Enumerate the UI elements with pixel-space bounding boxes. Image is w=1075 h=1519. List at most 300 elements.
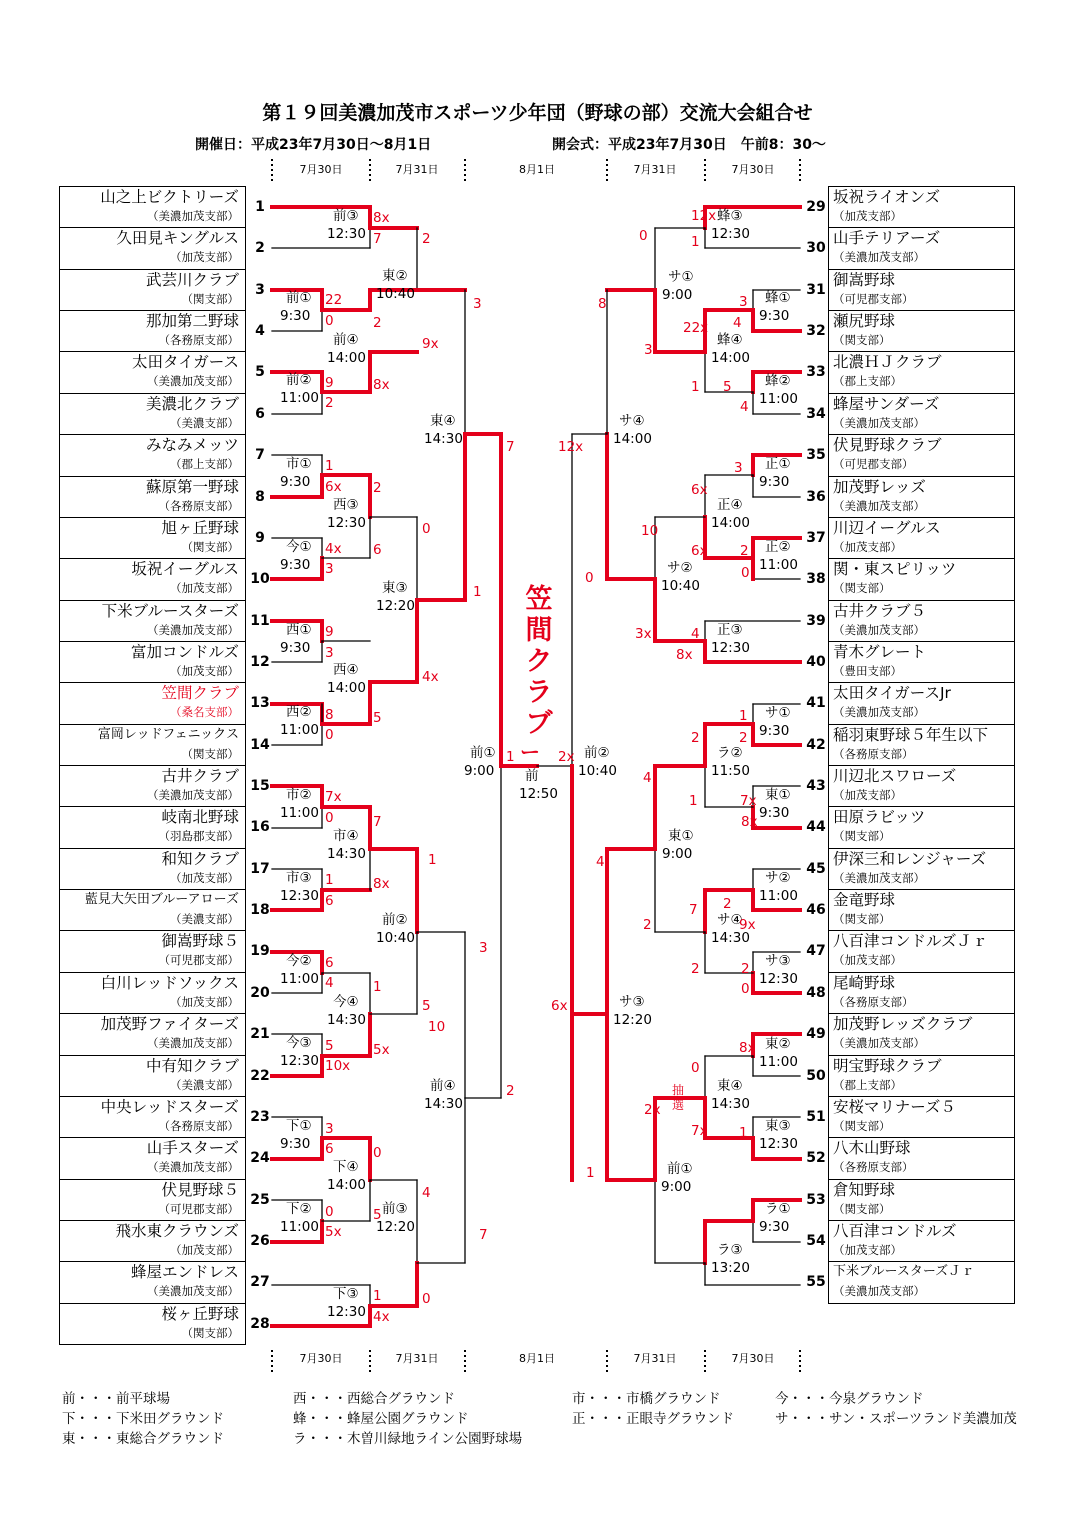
team-area: （美濃支部） xyxy=(170,1077,239,1092)
date-header: 8月1日 xyxy=(519,163,555,176)
team-area: （羽島郡支部） xyxy=(158,829,239,844)
team-number: 49 xyxy=(806,1026,826,1043)
team-box xyxy=(59,600,246,642)
team-number: 21 xyxy=(250,1026,270,1043)
game-time: 14:00 xyxy=(327,350,366,366)
score: 8x xyxy=(373,377,390,393)
team-box xyxy=(59,889,246,931)
score: 0 xyxy=(741,565,750,581)
score: 12x xyxy=(691,208,717,224)
team-area: （美濃加茂支部） xyxy=(833,622,925,637)
game-time: 12:30 xyxy=(759,1136,798,1152)
team-area: （美濃支部） xyxy=(170,415,239,430)
team-name: 久田見キングルス xyxy=(116,229,239,248)
team-area: （加茂支部） xyxy=(833,209,902,223)
game-venue: サ① xyxy=(668,269,694,285)
team-number: 3 xyxy=(255,281,265,298)
score: 6x xyxy=(551,998,568,1014)
team-area: （美濃加茂支部） xyxy=(833,498,925,513)
team-area: （加茂支部） xyxy=(170,250,239,265)
date-header: 7月30日 xyxy=(299,1352,343,1365)
score: 8x xyxy=(676,647,693,663)
game-time: 14:30 xyxy=(711,1096,750,1112)
game-time: 11:00 xyxy=(759,557,798,573)
team-name: 御嵩野球 xyxy=(833,270,896,289)
team-area: （美濃加茂支部） xyxy=(833,1284,925,1299)
game-venue: 下④ xyxy=(333,1159,359,1175)
score: 10 xyxy=(641,523,659,539)
date-header: 7月30日 xyxy=(731,1352,775,1365)
game-venue: 東② xyxy=(382,268,408,284)
legend-item: 下・・・下米田グラウンド xyxy=(62,1411,224,1427)
legend-item: 蜂・・・蜂屋公園グラウンド xyxy=(293,1411,469,1427)
score: 7 xyxy=(373,231,382,247)
team-box xyxy=(828,269,1015,311)
game-venue: 東④ xyxy=(717,1078,743,1094)
team-number: 28 xyxy=(250,1315,270,1332)
team-number: 17 xyxy=(250,860,270,877)
game-venue: サ③ xyxy=(619,994,645,1010)
team-number: 55 xyxy=(806,1274,826,1291)
score: 1 xyxy=(373,979,382,995)
score: 4x xyxy=(422,669,439,685)
team-number: 16 xyxy=(250,819,270,836)
score: 10 xyxy=(428,1019,446,1035)
score: 2x xyxy=(644,1102,661,1118)
champion-name: 笠 間 ク ラ ブ xyxy=(525,584,553,739)
team-box xyxy=(59,269,246,311)
score: 5x xyxy=(325,1224,342,1240)
team-area: （郡上支部） xyxy=(170,457,239,472)
score: 1 xyxy=(325,872,334,888)
game-time: 12:30 xyxy=(280,888,319,904)
team-box xyxy=(59,1013,246,1055)
team-area: （美濃加茂支部） xyxy=(833,415,925,430)
team-name: 中有知クラブ xyxy=(145,1056,239,1075)
game-venue: 下② xyxy=(286,1201,312,1217)
lottery-mark: 抽選 xyxy=(672,1083,685,1112)
legend-item: サ・・・サン・スポーツランド美濃加茂 xyxy=(775,1411,1017,1427)
team-name: 武芸川クラブ xyxy=(145,270,239,289)
team-name: 下米ブルースターズ xyxy=(101,601,239,620)
score: 1 xyxy=(691,379,700,395)
team-name: 安桜マリナーズ５ xyxy=(833,1097,956,1116)
score: 0 xyxy=(325,727,334,743)
score: 7x xyxy=(325,789,342,805)
team-name: 加茂野レッズクラブ xyxy=(833,1015,973,1034)
team-area: （加茂支部） xyxy=(170,581,239,596)
team-number: 30 xyxy=(806,240,826,257)
team-box xyxy=(59,476,246,518)
game-venue: 西② xyxy=(286,704,312,720)
team-box xyxy=(828,930,1015,972)
team-number: 33 xyxy=(806,364,826,381)
team-area: （各務原支部） xyxy=(833,1160,914,1175)
team-box xyxy=(828,806,1015,848)
team-box xyxy=(828,227,1015,269)
team-area: （関支部） xyxy=(833,912,891,927)
team-number: 51 xyxy=(806,1108,826,1125)
team-area: （加茂支部） xyxy=(170,663,239,678)
team-box xyxy=(828,724,1015,766)
score: 4 xyxy=(325,975,334,991)
score: 9x xyxy=(739,917,756,933)
team-box xyxy=(59,930,246,972)
team-name: 笠間クラブ xyxy=(161,684,239,703)
game-time: 9:00 xyxy=(464,763,495,779)
team-name: 伊深三和レンジャーズ xyxy=(833,849,987,868)
game-venue: 前② xyxy=(286,372,312,388)
team-area: （美濃加茂支部） xyxy=(147,788,239,803)
game-venue: サ② xyxy=(765,870,791,886)
game-time: 14:30 xyxy=(327,1012,366,1028)
team-box xyxy=(828,393,1015,435)
team-area: （関支部） xyxy=(181,746,239,761)
score: 3 xyxy=(325,645,334,661)
team-area: （加茂支部） xyxy=(833,788,902,803)
game-venue: 正② xyxy=(765,539,791,555)
team-number: 43 xyxy=(806,778,826,795)
team-box xyxy=(59,972,246,1014)
team-number: 36 xyxy=(806,488,826,505)
score: 2 xyxy=(741,961,750,977)
team-number: 50 xyxy=(806,1067,826,1084)
score: 1 xyxy=(473,584,482,600)
game-time: 11:00 xyxy=(759,391,798,407)
score: 6x xyxy=(325,479,342,495)
team-name: 蘇原第一野球 xyxy=(145,477,239,496)
team-name: 旭ヶ丘野球 xyxy=(161,518,239,537)
team-box xyxy=(59,641,246,683)
game-venue: 東③ xyxy=(765,1118,791,1134)
score: 12x xyxy=(558,439,584,455)
game-time: 9:00 xyxy=(661,1179,692,1195)
game-time: 11:50 xyxy=(711,763,750,779)
team-box xyxy=(59,1303,246,1345)
game-time: 11:00 xyxy=(280,1219,319,1235)
team-name: 山之上ビクトリーズ xyxy=(100,188,239,206)
legend-item: 東・・・東総合グラウンド xyxy=(62,1431,224,1447)
team-box xyxy=(59,434,246,476)
team-number: 11 xyxy=(250,612,270,629)
score: 2 xyxy=(691,730,700,746)
team-box xyxy=(828,186,1015,228)
team-area: （可児郡支部） xyxy=(158,1201,239,1216)
date-header: 7月31日 xyxy=(633,1352,677,1365)
game-venue: 今③ xyxy=(286,1035,312,1051)
team-number: 22 xyxy=(250,1067,270,1084)
score: 5 xyxy=(325,1038,334,1054)
game-time: 14:00 xyxy=(711,515,750,531)
team-name: 倉知野球 xyxy=(833,1180,896,1199)
team-name: 北濃ＨＪクラブ xyxy=(833,353,942,372)
team-box xyxy=(828,1096,1015,1138)
team-name: 伏見野球クラブ xyxy=(833,436,942,455)
team-number: 20 xyxy=(250,984,270,1001)
team-box xyxy=(59,1096,246,1138)
team-box xyxy=(59,848,246,890)
team-number: 24 xyxy=(250,1150,270,1167)
team-box xyxy=(828,848,1015,890)
game-venue: 前③ xyxy=(382,1201,408,1217)
game-venue: 前④ xyxy=(430,1078,456,1094)
game-venue: 西④ xyxy=(333,662,359,678)
team-name: 白川レッドソックス xyxy=(100,973,239,992)
team-area: （豊田支部） xyxy=(833,663,902,678)
game-venue: 今② xyxy=(286,953,312,969)
score: 2 xyxy=(691,961,700,977)
team-number: 18 xyxy=(250,902,270,919)
score: 5 xyxy=(373,710,382,726)
team-number: 52 xyxy=(806,1150,826,1167)
team-area: （加茂支部） xyxy=(833,1243,902,1257)
team-name: 伏見野球５ xyxy=(161,1180,239,1199)
score: 6 xyxy=(373,542,382,558)
team-number: 41 xyxy=(806,695,826,712)
team-box xyxy=(828,1261,1015,1303)
legend-item: ラ・・・木曽川緑地ライン公園野球場 xyxy=(293,1431,523,1447)
champion-mark: ー xyxy=(520,740,540,764)
team-area: （郡上支部） xyxy=(833,374,902,389)
team-box xyxy=(828,310,1015,352)
team-name: 太田タイガース xyxy=(132,353,239,372)
score: 4 xyxy=(733,315,742,331)
team-area: （美濃加茂支部） xyxy=(833,705,925,720)
team-box xyxy=(59,1137,246,1179)
game-time: 12:20 xyxy=(613,1012,652,1028)
game-time: 12:30 xyxy=(759,971,798,987)
score: 8 xyxy=(598,296,607,312)
game-venue: サ④ xyxy=(717,912,743,928)
score: 4 xyxy=(596,854,605,870)
game-venue: 市② xyxy=(286,787,312,803)
team-number: 44 xyxy=(806,819,826,836)
team-name: 坂祝イーグルス xyxy=(131,560,239,579)
team-number: 25 xyxy=(250,1191,270,1208)
game-time: 10:40 xyxy=(376,286,415,302)
team-name: 御嵩野球５ xyxy=(161,932,239,951)
game-venue: 正④ xyxy=(717,497,743,513)
team-box xyxy=(59,806,246,848)
score: 8x xyxy=(373,210,390,226)
team-box xyxy=(828,476,1015,518)
team-name: 瀬尻野球 xyxy=(833,312,896,331)
game-time: 14:00 xyxy=(613,431,652,447)
team-name: 加茂野ファイターズ xyxy=(100,1015,239,1034)
team-area: （郡上支部） xyxy=(833,1077,902,1092)
team-number: 34 xyxy=(806,405,826,422)
score: 3 xyxy=(325,561,334,577)
date-header: 7月31日 xyxy=(395,1352,439,1365)
game-venue: 西③ xyxy=(333,497,359,513)
score: 5x xyxy=(373,1042,390,1058)
team-area: （美濃加茂支部） xyxy=(147,622,239,637)
score: 1 xyxy=(586,1165,595,1181)
team-box xyxy=(828,600,1015,642)
score: 7 xyxy=(479,1227,488,1243)
game-time: 14:00 xyxy=(711,350,750,366)
team-number: 40 xyxy=(806,653,826,670)
team-name: 八百津コンドルズＪｒ xyxy=(833,932,988,951)
game-time: 12:30 xyxy=(280,1053,319,1069)
team-name: 岐南北野球 xyxy=(161,808,239,827)
game-time: 11:00 xyxy=(759,1054,798,1070)
score: 4x xyxy=(373,1309,390,1325)
team-name: 那加第二野球 xyxy=(145,312,239,331)
game-venue: 蜂② xyxy=(765,373,791,389)
team-name: 関・東スピリッツ xyxy=(833,560,957,579)
date-header: 8月1日 xyxy=(519,1352,555,1365)
team-box xyxy=(828,351,1015,393)
date-header: 7月31日 xyxy=(633,163,677,176)
game-time: 11:00 xyxy=(280,805,319,821)
game-venue: ラ② xyxy=(717,745,743,761)
date-header: 7月31日 xyxy=(395,163,439,176)
team-number: 7 xyxy=(255,447,265,464)
team-number: 37 xyxy=(806,529,826,546)
score: 7x xyxy=(691,1123,708,1139)
team-box xyxy=(59,724,246,766)
team-number: 31 xyxy=(806,281,826,298)
team-area: （美濃加茂支部） xyxy=(147,1284,239,1299)
team-number: 9 xyxy=(255,529,265,546)
team-number: 46 xyxy=(806,902,826,919)
team-number: 53 xyxy=(806,1191,826,1208)
team-area: （可児郡支部） xyxy=(833,291,914,306)
game-time: 12:30 xyxy=(327,515,366,531)
score: 9 xyxy=(325,375,334,391)
game-venue: 今① xyxy=(286,539,312,555)
score: 1 xyxy=(689,793,698,809)
game-time: 11:00 xyxy=(280,722,319,738)
game-venue: 蜂① xyxy=(765,290,791,306)
page-title: 第１９回美濃加茂市スポーツ少年団（野球の部）交流大会組合せ xyxy=(262,102,813,124)
game-venue: サ④ xyxy=(619,413,645,429)
team-name: 金竜野球 xyxy=(833,891,896,910)
team-area: （美濃加茂支部） xyxy=(147,209,239,223)
team-area: （美濃加茂支部） xyxy=(147,1036,239,1051)
team-number: 27 xyxy=(250,1274,270,1291)
score: 8x xyxy=(739,1040,756,1056)
score: 1 xyxy=(739,1125,748,1141)
game-time: 12:30 xyxy=(711,226,750,242)
team-number: 8 xyxy=(255,488,265,505)
score: 6 xyxy=(325,893,334,909)
team-area: （各務原支部） xyxy=(833,746,914,761)
team-number: 12 xyxy=(250,653,270,670)
team-area: （美濃支部） xyxy=(170,912,239,927)
score: 1 xyxy=(691,234,700,250)
game-venue: ラ① xyxy=(765,1201,791,1217)
score: 3 xyxy=(473,296,482,312)
game-venue: 東① xyxy=(765,787,791,803)
legend-item: 今・・・今泉グラウンド xyxy=(775,1391,924,1407)
score: 1 xyxy=(325,458,334,474)
game-venue: 前① xyxy=(286,290,312,306)
team-area: （美濃加茂支部） xyxy=(833,250,925,265)
team-area: （関支部） xyxy=(833,1201,891,1216)
score: 4 xyxy=(740,399,749,415)
score: 0 xyxy=(373,1145,382,1161)
team-name: 下米ブルースターズＪｒ xyxy=(833,1264,975,1280)
game-time: 14:30 xyxy=(711,930,750,946)
game-time: 14:30 xyxy=(327,846,366,862)
score: 8x xyxy=(373,876,390,892)
game-time: 12:20 xyxy=(376,1219,415,1235)
team-number: 14 xyxy=(250,736,270,753)
team-name: 蜂屋エンドレス xyxy=(130,1263,239,1282)
team-name: 飛水東クラウンズ xyxy=(115,1222,239,1240)
score: 0 xyxy=(741,981,750,997)
team-number: 29 xyxy=(806,199,826,215)
score: 2x xyxy=(558,749,575,765)
legend-item: 正・・・正眼寺グラウンド xyxy=(572,1411,734,1427)
team-box xyxy=(828,641,1015,683)
game-time: 12:50 xyxy=(519,786,558,802)
team-name: 明宝野球クラブ xyxy=(833,1056,942,1075)
score: 22x xyxy=(683,320,709,336)
score: 0 xyxy=(691,1060,700,1076)
team-box xyxy=(828,1220,1015,1262)
game-venue: 西① xyxy=(286,622,312,638)
team-area: （美濃加茂支部） xyxy=(147,374,239,389)
legend-item: 前・・・前平球場 xyxy=(62,1391,170,1407)
team-area: （加茂支部） xyxy=(170,870,239,885)
team-name: 和知クラブ xyxy=(161,849,239,868)
score: 2 xyxy=(723,896,732,912)
game-time: 14:00 xyxy=(327,680,366,696)
team-name: 中央レッドスターズ xyxy=(100,1097,239,1116)
score: 3 xyxy=(739,294,748,310)
game-venue: 正③ xyxy=(717,622,743,638)
game-venue: 前 xyxy=(525,768,539,784)
team-area: （加茂支部） xyxy=(833,539,902,554)
date-header: 7月30日 xyxy=(731,163,775,176)
score: 1 xyxy=(373,1288,382,1304)
team-box xyxy=(828,1137,1015,1179)
game-time: 9:30 xyxy=(759,723,790,739)
game-venue: サ① xyxy=(765,705,791,721)
score: 3 xyxy=(734,460,743,476)
team-box xyxy=(828,889,1015,931)
game-time: 11:00 xyxy=(280,971,319,987)
team-area: （加茂支部） xyxy=(170,1243,239,1257)
game-venue: 市④ xyxy=(333,828,359,844)
game-time: 9:00 xyxy=(662,846,693,862)
game-time: 9:30 xyxy=(759,805,790,821)
team-area: （各務原支部） xyxy=(158,498,239,513)
team-name: 山手スターズ xyxy=(146,1139,239,1158)
score: 2 xyxy=(373,315,382,331)
legend-item: 西・・・西総合グラウンド xyxy=(293,1391,455,1407)
team-area: （可児郡支部） xyxy=(833,457,914,472)
team-name: 稲羽東野球５年生以下 xyxy=(833,725,989,744)
team-name: 八百津コンドルズ xyxy=(833,1222,957,1240)
score: 7 xyxy=(689,902,698,918)
team-area: （可児郡支部） xyxy=(158,953,239,968)
team-area: （美濃加茂支部） xyxy=(147,1160,239,1175)
score: 0 xyxy=(422,1291,431,1307)
team-area: （関支部） xyxy=(833,581,891,596)
score: 4 xyxy=(643,770,652,786)
score: 3 xyxy=(644,342,653,358)
score: 7x xyxy=(740,793,757,809)
game-time: 10:40 xyxy=(661,578,700,594)
game-time: 9:30 xyxy=(280,557,311,573)
score: 0 xyxy=(422,521,431,537)
score: 7 xyxy=(506,439,515,455)
team-box xyxy=(59,227,246,269)
